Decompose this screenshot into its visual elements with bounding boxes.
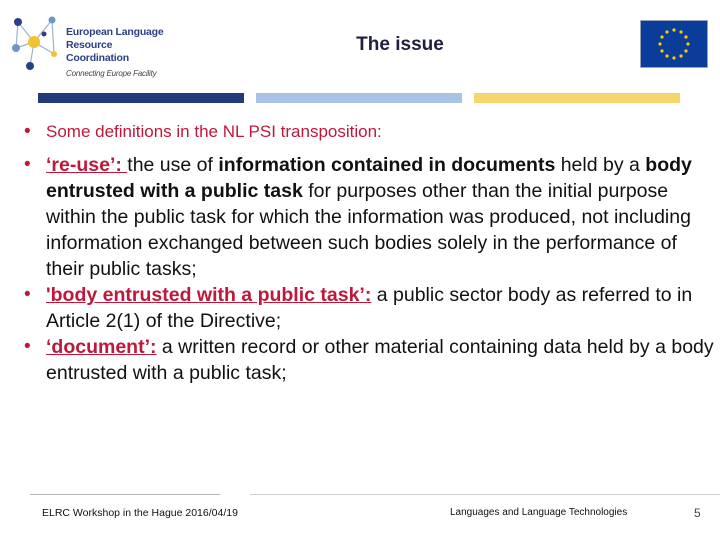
bullet-icon: • [24,154,31,175]
term-body: 'body entrusted with a public task’: [46,284,372,306]
intro-text: Some definitions in the NL PSI transposition: [46,122,382,141]
def1-text-2: held by a [555,154,646,176]
logo-tagline: Connecting Europe Facility [66,69,157,78]
network-logo-icon [8,12,64,74]
def1-bold-2: body entrusted with a public task [46,154,692,202]
bullet-icon: • [24,121,31,142]
eu-flag-icon [640,20,708,68]
page-number: 5 [694,506,701,520]
bullet-icon: • [24,336,31,357]
footer-divider-right [250,494,720,495]
logo-line-2: Resource Coordination [66,39,129,64]
logo-line-1: European Language [66,26,164,38]
def3-text: a written record or other material containing data held by a body entrusted with a public task; [46,336,714,384]
footer-topic: Languages and Language Technologies [450,507,628,518]
slide-body [24,120,714,386]
term-reuse: ‘re-use’: [46,154,128,176]
header-bar-navy [38,93,244,103]
bullet-definition-body [24,282,714,334]
bullet-intro [24,120,714,144]
bullet-definition-reuse [24,152,714,282]
header-bar-yellow [474,93,680,103]
term-document: ‘document’: [46,336,157,358]
footer-divider-left [30,494,220,495]
def1-bold-1: information contained in documents [218,154,556,176]
bullet-definition-document [24,334,714,386]
elrc-logo [8,12,168,78]
def1-text-3: for purposes other than the initial purpose within the public task for which the information was produced, not including information exchanged between such bodies solely in the performance of their public tasks; [46,180,691,280]
def2-text: a public sector body as referred to in Article 2(1) of the Directive; [46,284,693,332]
footer-event: ELRC Workshop in the Hague 2016/04/19 [42,507,238,519]
slide-title: The issue [356,34,444,55]
bullet-icon: • [24,284,31,305]
header-bar-lightblue [256,93,462,103]
def1-text-1: the use of [127,154,219,176]
